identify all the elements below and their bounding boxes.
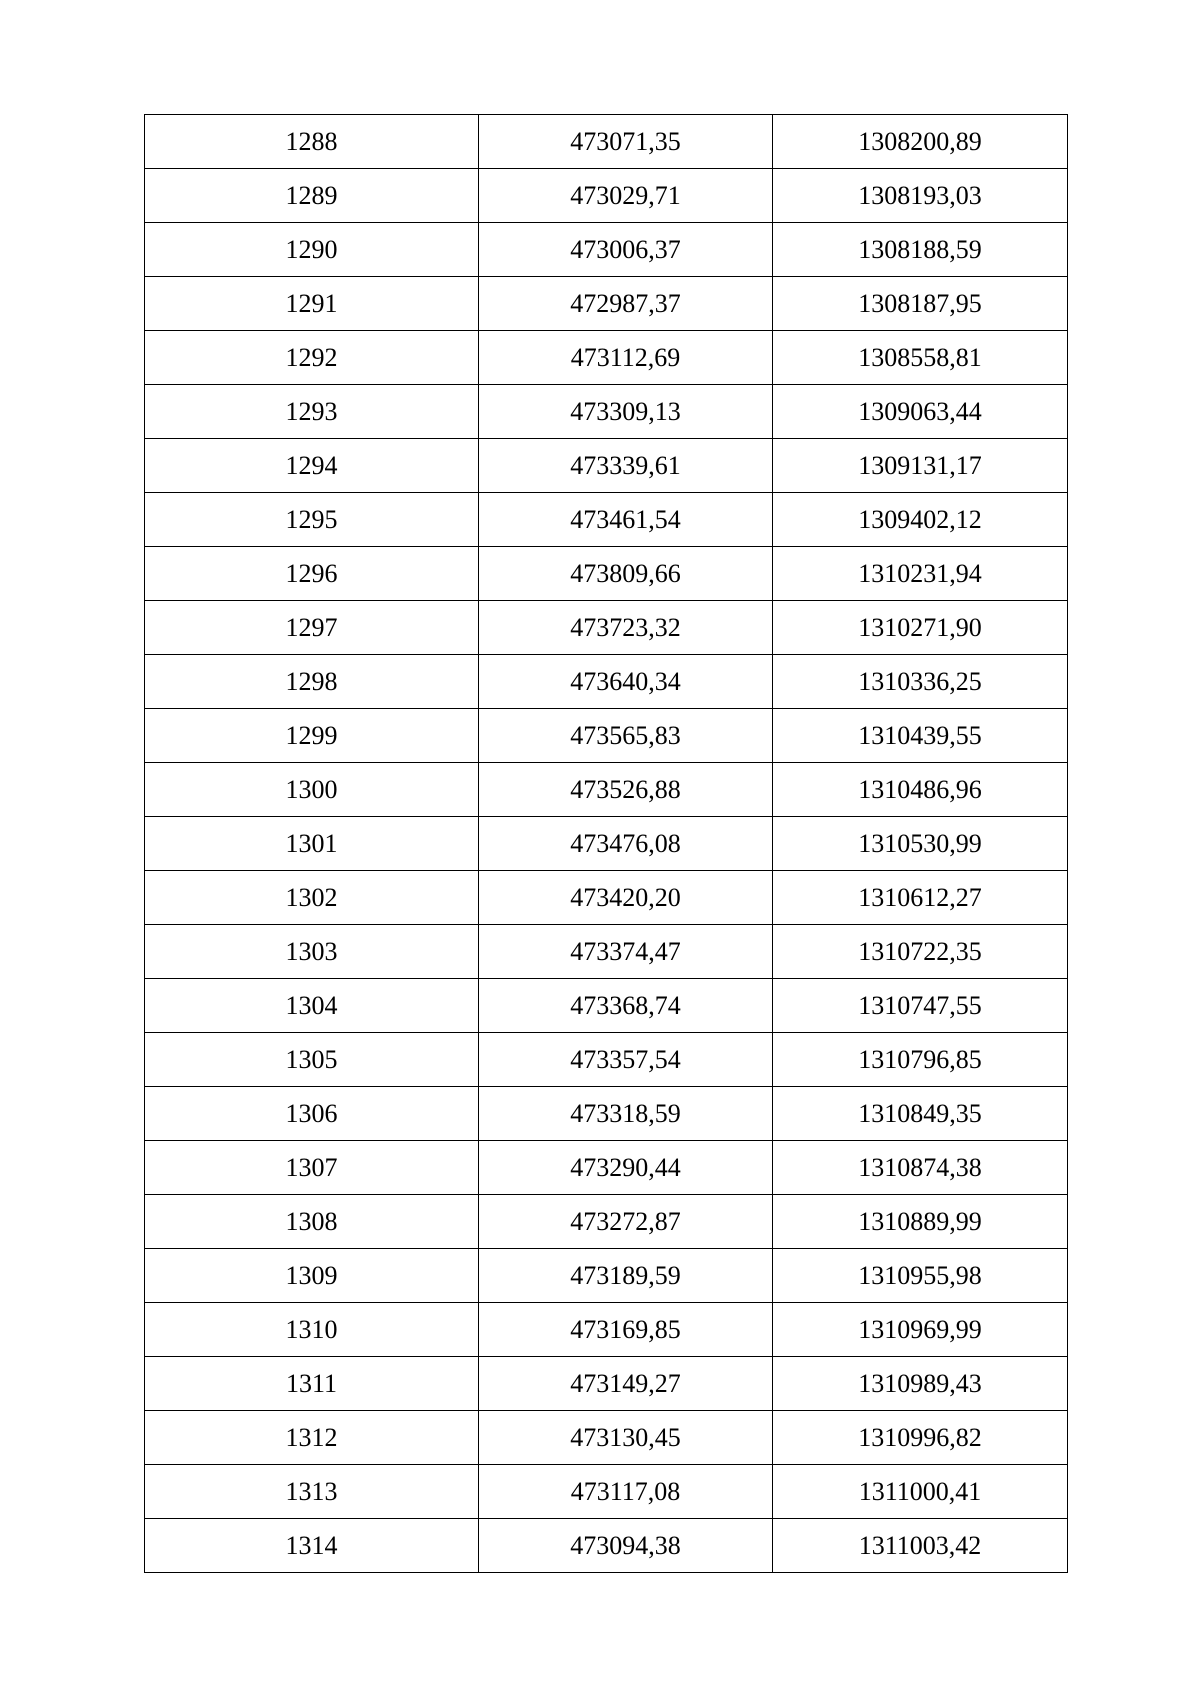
point-number-cell: 1311 (145, 1357, 479, 1411)
point-number-cell: 1305 (145, 1033, 479, 1087)
y-coordinate-cell: 1310747,55 (773, 979, 1068, 1033)
x-coordinate-cell: 473290,44 (479, 1141, 773, 1195)
table-row (145, 1519, 1068, 1573)
y-coordinate-cell: 1310996,82 (773, 1411, 1068, 1465)
table-row (145, 1411, 1068, 1465)
point-number-cell: 1312 (145, 1411, 479, 1465)
x-coordinate-cell: 473117,08 (479, 1465, 773, 1519)
table-row (145, 763, 1068, 817)
point-number-cell: 1303 (145, 925, 479, 979)
y-coordinate-cell: 1309131,17 (773, 439, 1068, 493)
point-number-cell: 1288 (145, 115, 479, 169)
x-coordinate-cell: 473130,45 (479, 1411, 773, 1465)
point-number-cell: 1306 (145, 1087, 479, 1141)
x-coordinate-cell: 473723,32 (479, 601, 773, 655)
y-coordinate-cell: 1308558,81 (773, 331, 1068, 385)
x-coordinate-cell: 473149,27 (479, 1357, 773, 1411)
table-row (145, 331, 1068, 385)
y-coordinate-cell: 1310969,99 (773, 1303, 1068, 1357)
point-number-cell: 1291 (145, 277, 479, 331)
y-coordinate-cell: 1310271,90 (773, 601, 1068, 655)
y-coordinate-cell: 1310796,85 (773, 1033, 1068, 1087)
y-coordinate-cell: 1308200,89 (773, 115, 1068, 169)
table-row (145, 547, 1068, 601)
table-row (145, 223, 1068, 277)
y-coordinate-cell: 1310955,98 (773, 1249, 1068, 1303)
x-coordinate-cell: 473357,54 (479, 1033, 773, 1087)
table-row (145, 1357, 1068, 1411)
coordinates-table (144, 114, 1068, 1573)
point-number-cell: 1292 (145, 331, 479, 385)
x-coordinate-cell: 473272,87 (479, 1195, 773, 1249)
table-row (145, 817, 1068, 871)
table-row (145, 1195, 1068, 1249)
point-number-cell: 1296 (145, 547, 479, 601)
y-coordinate-cell: 1310874,38 (773, 1141, 1068, 1195)
table-row (145, 1087, 1068, 1141)
y-coordinate-cell: 1311003,42 (773, 1519, 1068, 1573)
y-coordinate-cell: 1308193,03 (773, 169, 1068, 223)
point-number-cell: 1297 (145, 601, 479, 655)
y-coordinate-cell: 1309063,44 (773, 385, 1068, 439)
table-row (145, 169, 1068, 223)
y-coordinate-cell: 1310439,55 (773, 709, 1068, 763)
table-row (145, 709, 1068, 763)
point-number-cell: 1307 (145, 1141, 479, 1195)
x-coordinate-cell: 473640,34 (479, 655, 773, 709)
table-row (145, 601, 1068, 655)
point-number-cell: 1301 (145, 817, 479, 871)
table-row (145, 439, 1068, 493)
y-coordinate-cell: 1309402,12 (773, 493, 1068, 547)
point-number-cell: 1313 (145, 1465, 479, 1519)
table-row (145, 1141, 1068, 1195)
x-coordinate-cell: 473368,74 (479, 979, 773, 1033)
table-row (145, 115, 1068, 169)
x-coordinate-cell: 473339,61 (479, 439, 773, 493)
y-coordinate-cell: 1310989,43 (773, 1357, 1068, 1411)
table-row (145, 925, 1068, 979)
y-coordinate-cell: 1310530,99 (773, 817, 1068, 871)
table-row (145, 871, 1068, 925)
point-number-cell: 1299 (145, 709, 479, 763)
table-row (145, 1033, 1068, 1087)
table-row (145, 1465, 1068, 1519)
point-number-cell: 1308 (145, 1195, 479, 1249)
x-coordinate-cell: 473029,71 (479, 169, 773, 223)
y-coordinate-cell: 1310889,99 (773, 1195, 1068, 1249)
x-coordinate-cell: 472987,37 (479, 277, 773, 331)
x-coordinate-cell: 473374,47 (479, 925, 773, 979)
y-coordinate-cell: 1310612,27 (773, 871, 1068, 925)
point-number-cell: 1300 (145, 763, 479, 817)
x-coordinate-cell: 473565,83 (479, 709, 773, 763)
point-number-cell: 1310 (145, 1303, 479, 1357)
point-number-cell: 1289 (145, 169, 479, 223)
x-coordinate-cell: 473461,54 (479, 493, 773, 547)
point-number-cell: 1293 (145, 385, 479, 439)
point-number-cell: 1314 (145, 1519, 479, 1573)
y-coordinate-cell: 1310849,35 (773, 1087, 1068, 1141)
x-coordinate-cell: 473006,37 (479, 223, 773, 277)
point-number-cell: 1298 (145, 655, 479, 709)
point-number-cell: 1304 (145, 979, 479, 1033)
point-number-cell: 1295 (145, 493, 479, 547)
y-coordinate-cell: 1308187,95 (773, 277, 1068, 331)
x-coordinate-cell: 473318,59 (479, 1087, 773, 1141)
x-coordinate-cell: 473169,85 (479, 1303, 773, 1357)
table-row (145, 385, 1068, 439)
x-coordinate-cell: 473526,88 (479, 763, 773, 817)
y-coordinate-cell: 1310336,25 (773, 655, 1068, 709)
x-coordinate-cell: 473112,69 (479, 331, 773, 385)
y-coordinate-cell: 1310486,96 (773, 763, 1068, 817)
table-row (145, 655, 1068, 709)
x-coordinate-cell: 473476,08 (479, 817, 773, 871)
y-coordinate-cell: 1310722,35 (773, 925, 1068, 979)
x-coordinate-cell: 473809,66 (479, 547, 773, 601)
table-row (145, 277, 1068, 331)
point-number-cell: 1302 (145, 871, 479, 925)
coordinates-table-body (145, 115, 1068, 1573)
table-row (145, 1249, 1068, 1303)
point-number-cell: 1294 (145, 439, 479, 493)
point-number-cell: 1309 (145, 1249, 479, 1303)
x-coordinate-cell: 473071,35 (479, 115, 773, 169)
table-row (145, 493, 1068, 547)
x-coordinate-cell: 473189,59 (479, 1249, 773, 1303)
x-coordinate-cell: 473309,13 (479, 385, 773, 439)
y-coordinate-cell: 1310231,94 (773, 547, 1068, 601)
x-coordinate-cell: 473094,38 (479, 1519, 773, 1573)
table-row (145, 979, 1068, 1033)
y-coordinate-cell: 1308188,59 (773, 223, 1068, 277)
table-row (145, 1303, 1068, 1357)
point-number-cell: 1290 (145, 223, 479, 277)
y-coordinate-cell: 1311000,41 (773, 1465, 1068, 1519)
x-coordinate-cell: 473420,20 (479, 871, 773, 925)
